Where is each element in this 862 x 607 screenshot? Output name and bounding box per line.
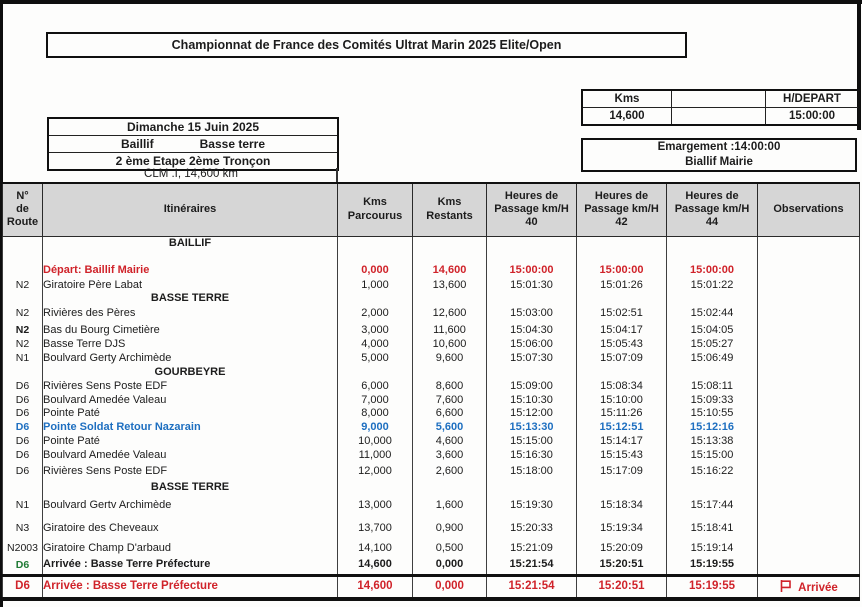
cell-obs — [758, 262, 860, 278]
cell-kr — [413, 236, 487, 251]
cell-route: N2 — [3, 322, 43, 338]
cell-h40 — [487, 236, 577, 251]
cell-name: Boulvard Amedée Valeau — [43, 393, 338, 407]
table-row — [3, 322, 860, 338]
cell-h44: 15:12:16 — [667, 420, 758, 434]
cell-h40: 15:03:00 — [487, 305, 577, 322]
cell-kp: 2,000 — [338, 305, 413, 322]
cell-h42: 15:10:00 — [577, 393, 667, 407]
cell-h44: 15:05:27 — [667, 338, 758, 351]
cell-h42: 15:20:09 — [577, 540, 667, 556]
cell-h42: 15:04:17 — [577, 322, 667, 338]
cell-h42 — [577, 251, 667, 262]
stage-info-box — [47, 117, 339, 171]
cell-route: D6 — [3, 379, 43, 393]
cell-obs — [758, 393, 860, 407]
cell-h42: 15:17:09 — [577, 462, 667, 480]
table-row — [3, 262, 860, 278]
main-table-body — [3, 236, 860, 599]
cell-kr: 2,600 — [413, 462, 487, 480]
emargement-place: Biallif Mairie — [685, 156, 753, 168]
cell-obs — [758, 351, 860, 365]
table-row — [3, 434, 860, 448]
cell-name: BASSE TERRE — [43, 292, 338, 305]
kms-value-cell: 14,600 — [583, 108, 672, 124]
cell-route: D6 — [3, 407, 43, 420]
cell-route: D6 — [3, 575, 43, 599]
table-row — [3, 278, 860, 292]
cell-obs — [758, 251, 860, 262]
cell-obs — [758, 462, 860, 480]
cell-obs — [758, 322, 860, 338]
cell-obs — [758, 379, 860, 393]
cell-h42: 15:19:34 — [577, 517, 667, 540]
cell-h40: 15:06:00 — [487, 338, 577, 351]
cell-name: Giratoire Père Labat — [43, 278, 338, 292]
cell-kp: 13,700 — [338, 517, 413, 540]
cell-kr — [413, 480, 487, 494]
table-row — [3, 407, 860, 420]
cell-kr: 13,600 — [413, 278, 487, 292]
cell-kr: 10,600 — [413, 338, 487, 351]
cell-kr: 5,600 — [413, 420, 487, 434]
header-heures-44: Heures de Passage km/H 44 — [667, 183, 758, 236]
flag-icon — [779, 579, 792, 593]
cell-kr: 3,600 — [413, 448, 487, 462]
cell-kp: 3,000 — [338, 322, 413, 338]
cell-route: N1 — [3, 494, 43, 517]
cell-route — [3, 292, 43, 305]
cell-h40: 15:21:54 — [487, 575, 577, 599]
cell-kr: 14,600 — [413, 262, 487, 278]
blank-header-cell — [672, 91, 766, 107]
cell-h40: 15:01:30 — [487, 278, 577, 292]
header-itineraires: Itinéraires — [43, 183, 338, 236]
cell-h40 — [487, 480, 577, 494]
cell-name: Basse Terre DJS — [43, 338, 338, 351]
cell-h40: 15:19:30 — [487, 494, 577, 517]
cell-kp: 13,000 — [338, 494, 413, 517]
cell-kp: 11,000 — [338, 448, 413, 462]
cell-name: Rivières des Pères — [43, 305, 338, 322]
cell-route: D6 — [3, 448, 43, 462]
cell-kp: 7,000 — [338, 393, 413, 407]
cell-route — [3, 262, 43, 278]
cell-kp — [338, 251, 413, 262]
cell-kr: 11,600 — [413, 322, 487, 338]
cell-kr: 0,500 — [413, 540, 487, 556]
observation-label: Arrivée — [798, 581, 838, 594]
cell-h42: 15:11:26 — [577, 407, 667, 420]
cell-route: N1 — [3, 351, 43, 365]
hdepart-header-cell: H/DEPART — [783, 93, 841, 105]
cell-kr: 0,900 — [413, 517, 487, 540]
cell-h44: 15:15:00 — [667, 448, 758, 462]
cell-h42: 15:05:43 — [577, 338, 667, 351]
cell-route: D6 — [3, 393, 43, 407]
cell-h40 — [487, 251, 577, 262]
table-row — [3, 494, 860, 517]
cell-name: Rivières Sens Poste EDF — [43, 379, 338, 393]
table-row — [3, 517, 860, 540]
emargement-time: Emargement :14:00:00 — [657, 141, 781, 153]
cell-name: Boulvard Gertv Archimède — [43, 494, 338, 517]
cell-h44: 15:19:55 — [667, 575, 758, 599]
cell-kr: 1,600 — [413, 494, 487, 517]
cell-route: N2 — [3, 338, 43, 351]
cell-h42: 15:15:43 — [577, 448, 667, 462]
header-kms-parcourus: Kms Parcourus — [338, 183, 413, 236]
cell-route: N2003 — [3, 540, 43, 556]
cell-route — [3, 251, 43, 262]
cell-kr — [413, 365, 487, 379]
cell-h40: 15:00:00 — [487, 262, 577, 278]
cell-obs — [758, 236, 860, 251]
cell-obs — [758, 480, 860, 494]
cell-h40: 15:18:00 — [487, 462, 577, 480]
cell-kp — [338, 480, 413, 494]
start-city: Baillif — [120, 137, 154, 151]
cell-name: GOURBEYRE — [43, 365, 338, 379]
cell-route: N2 — [3, 305, 43, 322]
table-row — [3, 351, 860, 365]
table-row — [3, 540, 860, 556]
cell-kr: 0,000 — [413, 575, 487, 599]
cell-kp — [338, 236, 413, 251]
cell-name — [43, 251, 338, 262]
cell-h44: 15:10:55 — [667, 407, 758, 420]
cell-h42: 15:20:51 — [577, 556, 667, 575]
cell-name: BASSE TERRE — [43, 480, 338, 494]
cell-h40: 15:04:30 — [487, 322, 577, 338]
cell-obs — [758, 420, 860, 434]
cell-name: Pointe Paté — [43, 434, 338, 448]
stage-date: Dimanche 15 Juin 2025 — [126, 120, 260, 134]
cell-kr: 7,600 — [413, 393, 487, 407]
cell-route: D6 — [3, 420, 43, 434]
hdepart-value-cell: 15:00:00 — [788, 110, 836, 122]
cell-h44: 15:19:14 — [667, 540, 758, 556]
header-route: N° de Route — [3, 183, 43, 236]
cell-h42 — [577, 365, 667, 379]
cell-obs — [758, 575, 860, 599]
table-row — [3, 448, 860, 462]
cell-kp — [338, 292, 413, 305]
cell-h44: 15:16:22 — [667, 462, 758, 480]
page-title: Championnat de France des Comités Ultrat Marin 2025 Elite/Open — [46, 32, 687, 58]
cell-h42: 15:08:34 — [577, 379, 667, 393]
cell-kr: 8,600 — [413, 379, 487, 393]
cell-h44 — [667, 480, 758, 494]
cell-h44 — [667, 251, 758, 262]
cell-kr — [413, 251, 487, 262]
cell-h40: 15:21:54 — [487, 556, 577, 575]
cell-h40: 15:13:30 — [487, 420, 577, 434]
cell-h40: 15:16:30 — [487, 448, 577, 462]
cell-kr: 4,600 — [413, 434, 487, 448]
header-heures-42: Heures de Passage km/H 42 — [577, 183, 667, 236]
cell-h40: 15:10:30 — [487, 393, 577, 407]
cell-kr: 12,600 — [413, 305, 487, 322]
cell-h40: 15:09:00 — [487, 379, 577, 393]
cell-h40 — [487, 365, 577, 379]
cell-name: Boulvard Gerty Archimède — [43, 351, 338, 365]
table-row — [3, 305, 860, 322]
cell-route — [3, 480, 43, 494]
cell-name: Arrivée : Basse Terre Préfecture — [43, 556, 338, 575]
cell-h42: 15:07:09 — [577, 351, 667, 365]
depart-summary-header-row — [583, 91, 858, 107]
depart-summary-table — [581, 89, 860, 126]
cell-obs — [758, 292, 860, 305]
depart-summary-value-row — [583, 107, 858, 124]
cell-h40 — [487, 292, 577, 305]
header-kms-restants: Kms Restants — [413, 183, 487, 236]
cell-kp: 10,000 — [338, 434, 413, 448]
cell-h42: 15:20:51 — [577, 575, 667, 599]
cell-kp: 4,000 — [338, 338, 413, 351]
cell-h42: 15:14:17 — [577, 434, 667, 448]
table-row — [3, 462, 860, 480]
cell-obs — [758, 556, 860, 575]
cell-h40: 15:12:00 — [487, 407, 577, 420]
cell-h44 — [667, 236, 758, 251]
blank-value-cell — [672, 108, 766, 124]
cell-h44 — [667, 365, 758, 379]
table-row — [3, 338, 860, 351]
cell-obs — [758, 407, 860, 420]
cell-route: D6 — [3, 462, 43, 480]
cell-h40: 15:20:33 — [487, 517, 577, 540]
cell-name: Boulvard Amedée Valeau — [43, 448, 338, 462]
cell-h44: 15:01:22 — [667, 278, 758, 292]
header-heures-40: Heures de Passage km/H 40 — [487, 183, 577, 236]
cell-kp: 14,600 — [338, 575, 413, 599]
cell-h40: 15:21:09 — [487, 540, 577, 556]
table-row — [3, 420, 860, 434]
cell-route: N2 — [3, 278, 43, 292]
cell-h40: 15:07:30 — [487, 351, 577, 365]
cell-obs — [758, 434, 860, 448]
cell-kp — [338, 365, 413, 379]
cell-kr — [413, 292, 487, 305]
cell-name: Giratoire Champ D'arbaud — [43, 540, 338, 556]
table-header-row — [3, 183, 860, 236]
cell-kp: 8,000 — [338, 407, 413, 420]
header-observations: Observations — [758, 183, 860, 236]
cell-obs — [758, 448, 860, 462]
cell-h44: 15:02:44 — [667, 305, 758, 322]
cell-h42 — [577, 292, 667, 305]
cell-obs — [758, 305, 860, 322]
cell-obs — [758, 365, 860, 379]
end-city: Basse terre — [199, 137, 266, 151]
cell-kp: 14,600 — [338, 556, 413, 575]
table-row — [3, 379, 860, 393]
cell-h42: 15:00:00 — [577, 262, 667, 278]
cell-h44: 15:04:05 — [667, 322, 758, 338]
cell-h42 — [577, 236, 667, 251]
cell-h44: 15:00:00 — [667, 262, 758, 278]
arrival-final-row — [3, 575, 860, 599]
cell-h44: 15:09:33 — [667, 393, 758, 407]
cell-kp: 6,000 — [338, 379, 413, 393]
stage-label: 2 ème Etape 2ème Tronçon — [49, 152, 337, 169]
cell-kp: 9,000 — [338, 420, 413, 434]
cell-h44 — [667, 292, 758, 305]
cell-kp: 0,000 — [338, 262, 413, 278]
cell-route: N3 — [3, 517, 43, 540]
cell-obs — [758, 540, 860, 556]
table-row — [3, 556, 860, 575]
section-row — [3, 236, 860, 251]
cell-h44: 15:06:49 — [667, 351, 758, 365]
cell-name: Pointe Paté — [43, 407, 338, 420]
cell-obs — [758, 494, 860, 517]
table-row — [3, 393, 860, 407]
stage-cities — [49, 135, 337, 152]
section-row — [3, 365, 860, 379]
cell-kp: 12,000 — [338, 462, 413, 480]
cell-obs — [758, 278, 860, 292]
section-row — [3, 480, 860, 494]
cell-kr: 9,600 — [413, 351, 487, 365]
cell-kp: 14,100 — [338, 540, 413, 556]
itinerary-table — [2, 182, 860, 601]
cell-h42: 15:18:34 — [577, 494, 667, 517]
cell-name: Giratoire des Cheveaux — [43, 517, 338, 540]
cell-h42: 15:02:51 — [577, 305, 667, 322]
cell-h44: 15:19:55 — [667, 556, 758, 575]
cell-obs — [758, 517, 860, 540]
cell-kr: 6,600 — [413, 407, 487, 420]
cell-route — [3, 365, 43, 379]
column-connector-line — [336, 168, 338, 182]
race-type-label: CLM .I, 14,600 km — [144, 168, 238, 180]
cell-kp: 1,000 — [338, 278, 413, 292]
spacer-row — [3, 251, 860, 262]
cell-name: Arrivée : Basse Terre Préfecture — [43, 575, 338, 599]
cell-h42: 15:12:51 — [577, 420, 667, 434]
cell-obs — [758, 338, 860, 351]
kms-header-cell: Kms — [583, 91, 672, 107]
cell-h42 — [577, 480, 667, 494]
cell-name: BAILLIF — [43, 236, 338, 251]
section-row — [3, 292, 860, 305]
page-border-top — [0, 0, 862, 4]
cell-kr: 0,000 — [413, 556, 487, 575]
cell-h44: 15:08:11 — [667, 379, 758, 393]
cell-h44: 15:18:41 — [667, 517, 758, 540]
cell-name: Départ: Baillif Mairie — [43, 262, 338, 278]
cell-kp: 5,000 — [338, 351, 413, 365]
cell-h42: 15:01:26 — [577, 278, 667, 292]
emargement-box — [581, 138, 857, 172]
cell-route — [3, 236, 43, 251]
cell-name: Pointe Soldat Retour Nazarain — [43, 420, 338, 434]
cell-name: Rivières Sens Poste EDF — [43, 462, 338, 480]
cell-h44: 15:17:44 — [667, 494, 758, 517]
cell-route: D6 — [3, 556, 43, 575]
cell-name: Bas du Bourg Cimetière — [43, 322, 338, 338]
cell-route: D6 — [3, 434, 43, 448]
cell-h44: 15:13:38 — [667, 434, 758, 448]
cell-h40: 15:15:00 — [487, 434, 577, 448]
